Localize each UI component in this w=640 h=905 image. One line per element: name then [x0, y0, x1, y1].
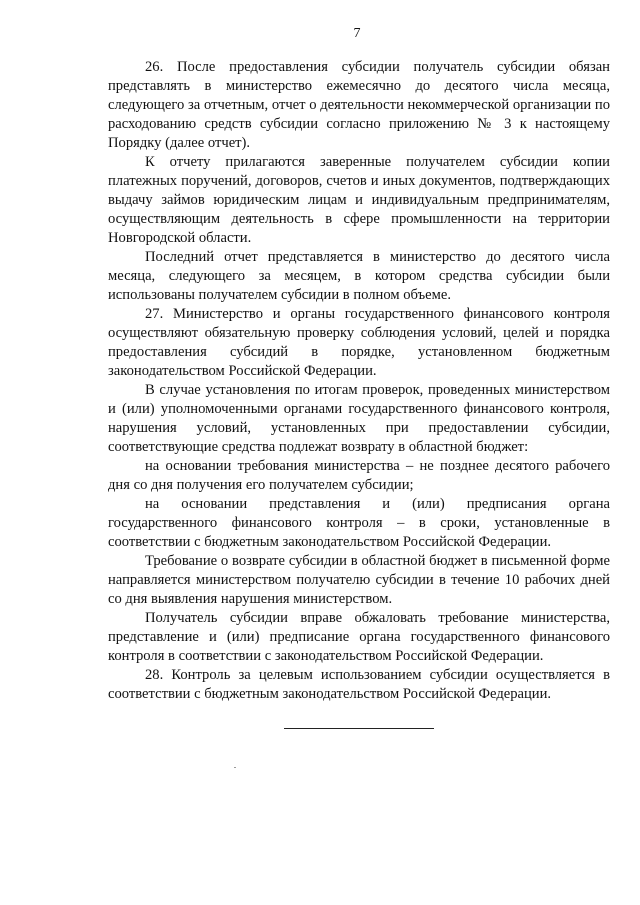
paragraph-violations: В случае установления по итогам проверок, проведенных министерством и (или) уполномоченными органами государственного финансового контроля, нарушения условий, установленных при предоставлении субсидии, соответствующие средства подлежат возврату в областной бюджет: [108, 382, 610, 455]
end-separator-line [284, 728, 434, 729]
document-body [108, 58, 610, 704]
paragraph-28: 28. Контроль за целевым использованием субсидии осуществляется в соответствии с бюджетным законодательством Российской Федерации. [108, 667, 610, 702]
paragraph-27: 27. Министерство и органы государственного финансового контроля осуществляют обязательную проверку соблюдения условий, целей и порядка предоставления субсидий в порядке, установленном бюджетным законодательством Российской Федерации. [108, 306, 610, 379]
paragraph-26: 26. После предоставления субсидии получатель субсидии обязан представлять в министерство ежемесячно до десятого числа месяца, следующего за отчетным, отчет о деятельности некоммерческой организации по расходованию средств субсидии согласно приложению № 3 к настоящему Порядку (далее отчет). [108, 59, 610, 151]
paragraph-written-demand: Требование о возврате субсидии в областной бюджет в письменной форме направляется министерством получателю субсидии в течение 10 рабочих дней со дня выявления нарушения министерством. [108, 553, 610, 607]
paragraph-final-report: Последний отчет представляется в министерство до десятого числа месяца, следующего за месяцем, в котором средства субсидии были использованы получателем субсидии в полном объеме. [108, 249, 610, 303]
scan-speck [234, 767, 236, 768]
page-number: 7 [353, 26, 361, 41]
paragraph-report-attachments: К отчету прилагаются заверенные получателем субсидии копии платежных поручений, договоров, счетов и иных документов, подтверждающих выдачу займов юридическим лицам и индивидуальным предпринимателям, осуществляющим деятельность в сфере промышленности на территории Новгородской области. [108, 154, 610, 246]
paragraph-ministry-demand: на основании требования министерства – не позднее десятого рабочего дня со дня получения его получателем субсидии; [108, 458, 610, 493]
paragraph-control-body-order: на основании представления и (или) предписания органа государственного финансового контроля – в сроки, установленные в соответствии с бюджетным законодательством Российской Федерации. [108, 496, 610, 550]
paragraph-appeal-right: Получатель субсидии вправе обжаловать требование министерства, представление и (или) предписание органа государственного финансового контроля в соответствии с законодательством Российской Федерации. [108, 610, 610, 664]
